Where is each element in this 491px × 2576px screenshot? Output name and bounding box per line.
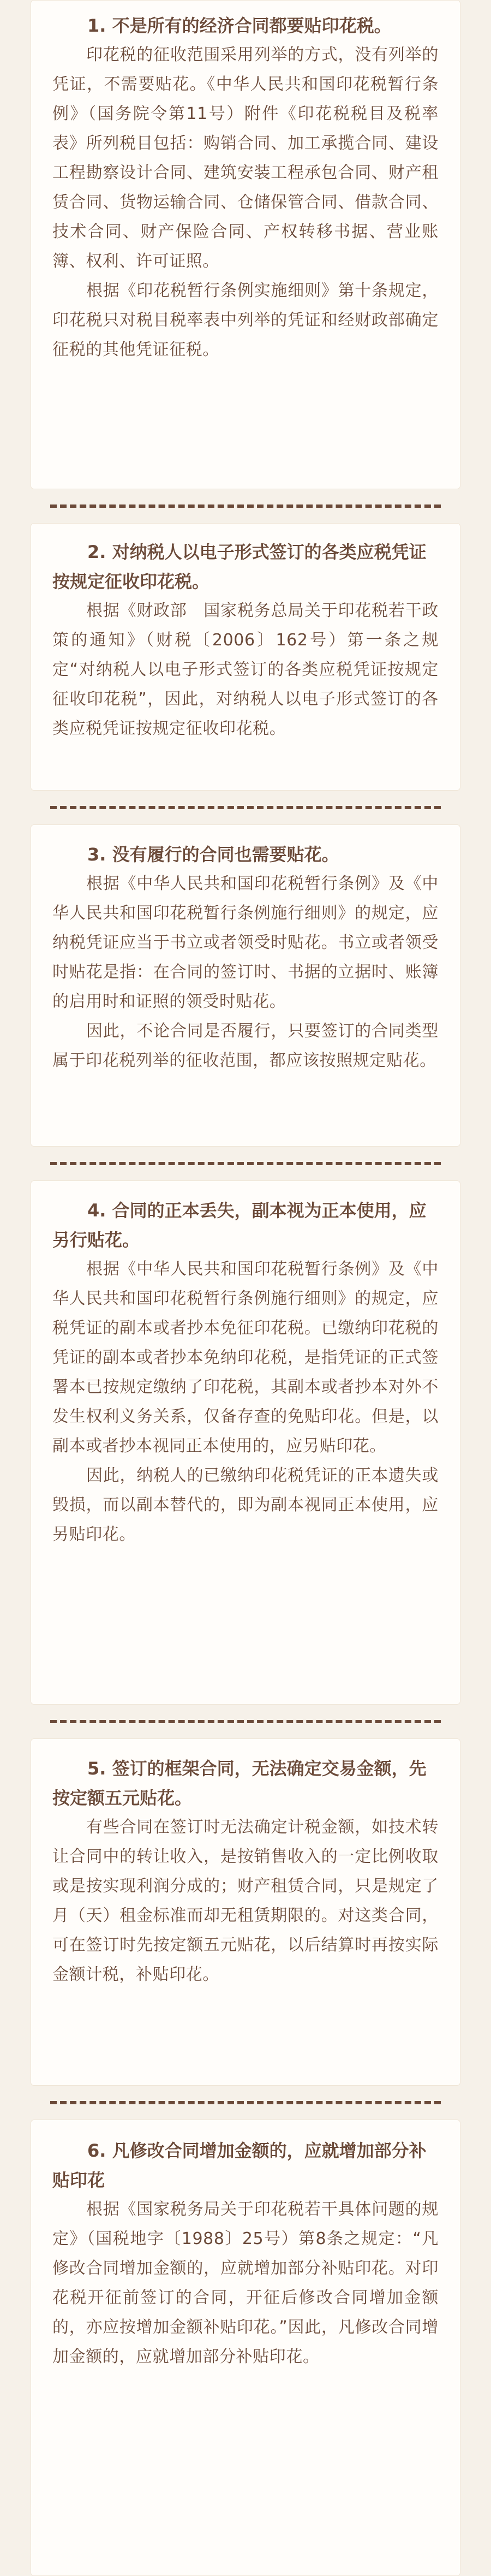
section-divider-5 [0, 2086, 491, 2120]
left-notch [14, 1147, 47, 1180]
section-card-4 [31, 1180, 460, 1705]
section-card-3 [31, 824, 460, 1147]
section-paragraph-6-1: 根据《国家税务局关于印花税若干具体问题的规定》（国税地字〔1988〕25号）第8条之规定：“凡修改合同增加金额的，应就增加部分补贴印花。对印花税开征前签订的合同，开征后修改合同增加金额的，亦应按增加金额补贴印花。”因此，凡修改合同增加金额的，应就增加部分补贴印花。 [52, 2200, 439, 2366]
section-paragraph-1-2: 根据《印花税暂行条例实施细则》第十条规定，印花税只对税目税率表中列举的凭证和经财政部确定征税的其他凭证征税。 [52, 281, 439, 359]
dashed-divider-line [50, 2101, 441, 2104]
left-notch [14, 2086, 47, 2120]
section-title-5: 5. 签订的框架合同，无法确定交易金额，先按定额五元贴花。 [52, 1758, 427, 1808]
section-title-4: 4. 合同的正本丢失，副本视为正本使用，应另行贴花。 [52, 1200, 427, 1250]
right-notch [444, 2086, 477, 2120]
right-notch [444, 489, 477, 523]
section-divider-3 [0, 1147, 491, 1180]
right-notch [444, 1147, 477, 1180]
section-card-6 [31, 2120, 460, 2576]
section-paragraph-4-2: 因此，纳税人的已缴纳印花税凭证的正本遗失或毁损，而以副本替代的，即为副本视同正本使用，应另贴印花。 [52, 1466, 439, 1544]
section-paragraph-1-1: 印花税的征收范围采用列举的方式，没有列举的凭证，不需要贴花。《中华人民共和国印花税暂行条例》（国务院令第11号）附件《印花税税目及税率表》所列税目包括：购销合同、加工承揽合同、建设工程勘察设计合同、建筑安装工程承包合同、财产租赁合同、货物运输合同、仓储保管合同、借款合同、技术合同、财产保险合同、产权转移书据、营业账簿、权利、许可证照。 [52, 45, 439, 271]
left-notch [14, 489, 47, 523]
dashed-divider-line [50, 504, 441, 508]
section-paragraph-2-1: 根据《财政部 国家税务总局关于印花税若干政策的通知》（财税〔2006〕162号）第一条之规定“对纳税人以电子形式签订的各类应税凭证按规定征收印花税”，因此，对纳税人以电子形式签订的各类应税凭证按规定征收印花税。 [52, 601, 439, 738]
left-notch [14, 1705, 47, 1738]
section-divider-2 [0, 791, 491, 824]
section-paragraph-3-2: 因此，不论合同是否履行，只要签订的合同类型属于印花税列举的征收范围，都应该按照规定贴花。 [52, 1022, 439, 1070]
section-title-6: 6. 凡修改合同增加金额的，应就增加部分补贴印花 [52, 2140, 427, 2191]
section-card-1 [31, 0, 460, 489]
section-divider-1 [0, 489, 491, 523]
section-divider-4 [0, 1705, 491, 1738]
section-card-5 [31, 1738, 460, 2086]
section-paragraph-5-1: 有些合同在签订时无法确定计税金额，如技术转让合同中的转让收入，是按销售收入的一定比例收取或是按实现利润分成的；财产租赁合同，只是规定了月（天）租金标准而却无租赁期限的。对这类合同，可在签订时先按定额五元贴花，以后结算时再按实际金额计税，补贴印花。 [52, 1818, 439, 1984]
right-notch [444, 791, 477, 824]
right-notch [444, 1705, 477, 1738]
section-title-1: 1. 不是所有的经济合同都要贴印花税。 [87, 15, 392, 36]
section-title-2: 2. 对纳税人以电子形式签订的各类应税凭证按规定征收印花税。 [52, 542, 427, 592]
dashed-divider-line [50, 1720, 441, 1723]
left-notch [14, 791, 47, 824]
section-card-2 [31, 523, 460, 791]
dashed-divider-line [50, 806, 441, 809]
section-paragraph-3-1: 根据《中华人民共和国印花税暂行条例》及《中华人民共和国印花税暂行条例施行细则》的规定，应纳税凭证应当于书立或者领受时贴花。书立或者领受时贴花是指：在合同的签订时、书据的立据时、账簿的启用时和证照的领受时贴花。 [52, 874, 439, 1011]
section-paragraph-4-1: 根据《中华人民共和国印花税暂行条例》及《中华人民共和国印花税暂行条例施行细则》的规定，应税凭证的副本或者抄本免征印花税。已缴纳印花税的凭证的副本或者抄本免纳印花税，是指凭证的正式签署本已按规定缴纳了印花税，其副本或者抄本对外不发生权利义务关系，仅备存查的免贴印花。但是，以副本或者抄本视同正本使用的，应另贴印花。 [52, 1260, 439, 1456]
dashed-divider-line [50, 1162, 441, 1165]
section-title-3: 3. 没有履行的合同也需要贴花。 [87, 844, 339, 865]
